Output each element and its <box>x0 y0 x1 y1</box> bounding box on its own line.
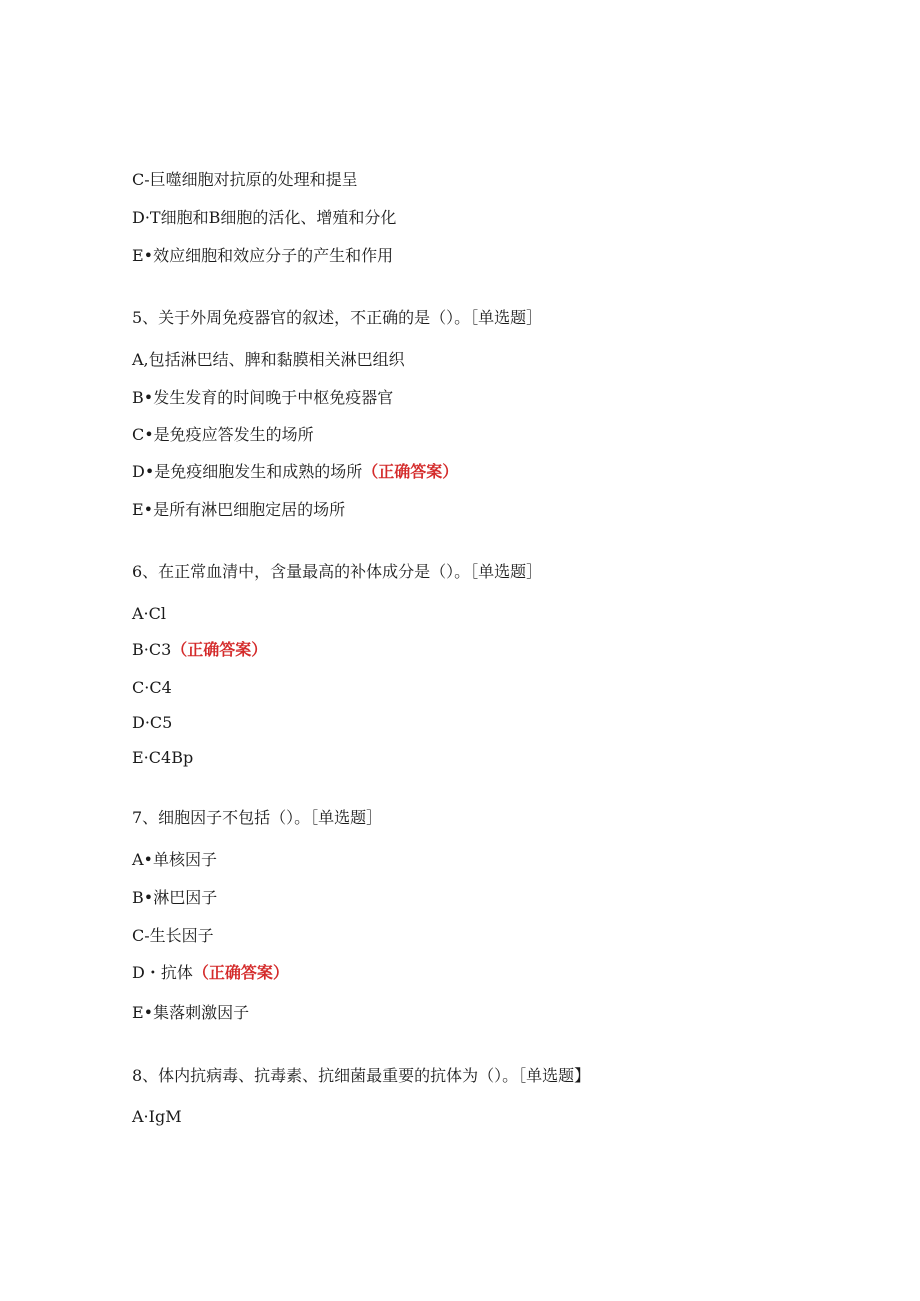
question-8-stem: 8、体内抗病毒、抗毒素、抗细菌最重要的抗体为（）。［单选题】 <box>132 1066 591 1085</box>
question-7-stem: 7、细胞因子不包括（）。［单选题］ <box>132 808 383 827</box>
q5-option-b: B•发生发育的时间晚于中枢免疫器官 <box>132 388 394 407</box>
q5-option-e: E•是所有淋巴细胞定居的场所 <box>132 500 346 519</box>
q7-option-d: D・抗体（正确答案） <box>132 963 289 982</box>
question-5-stem: 5、关于外周免疫器官的叙述，不正确的是（）。［单选题］ <box>132 308 543 327</box>
q6-option-b: B·C3（正确答案） <box>132 640 268 659</box>
q5-option-d: D•是免疫细胞发生和成熟的场所（正确答案） <box>132 462 459 481</box>
option-prev-e: E•效应细胞和效应分子的产生和作用 <box>132 246 394 265</box>
question-6-stem: 6、在正常血清中，含量最高的补体成分是（）。［单选题］ <box>132 562 543 581</box>
q6-option-c: C·C4 <box>132 678 172 697</box>
q6-option-a: A·Cl <box>132 604 166 623</box>
correct-answer-mark: （正确答案） <box>192 963 289 982</box>
q7-option-c: C-生长因子 <box>132 926 214 945</box>
q6-option-d: D·C5 <box>132 713 173 732</box>
q5-option-a: A,包括淋巴结、脾和黏膜相关淋巴组织 <box>132 350 405 369</box>
q6-option-e: E·C4Bp <box>132 748 194 767</box>
option-prev-d: D·T细胞和B细胞的活化、增殖和分化 <box>132 208 397 227</box>
option-prev-c: C-巨噬细胞对抗原的处理和提呈 <box>132 170 358 189</box>
correct-answer-mark: （正确答案） <box>362 462 459 481</box>
q7-option-e: E•集落刺激因子 <box>132 1003 250 1022</box>
correct-answer-mark: （正确答案） <box>171 640 268 659</box>
q7-option-b: B•淋巴因子 <box>132 888 218 907</box>
q5-option-c: C•是免疫应答发生的场所 <box>132 425 314 444</box>
q7-option-a: A•单核因子 <box>132 850 217 869</box>
q8-option-a: A·IgM <box>132 1107 182 1126</box>
